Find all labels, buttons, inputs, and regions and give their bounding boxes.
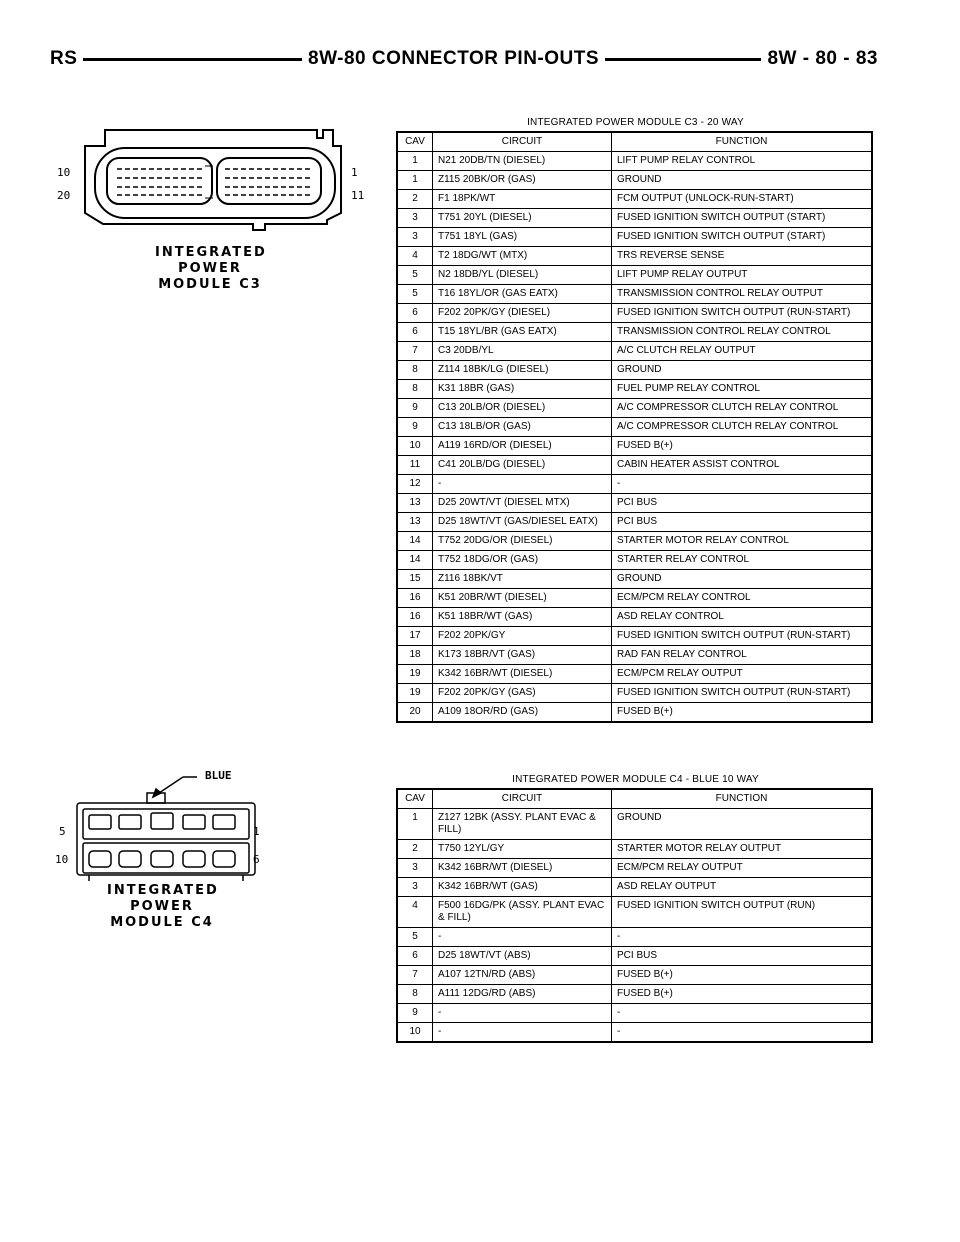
- circuit-cell: -: [433, 475, 612, 494]
- cav-cell: 6: [397, 304, 433, 323]
- table-row: [397, 513, 872, 532]
- cav-cell: 10: [397, 1023, 433, 1043]
- table-row: [397, 418, 872, 437]
- function-cell: TRS REVERSE SENSE: [612, 247, 873, 266]
- table-row: [397, 570, 872, 589]
- function-cell: FUSED IGNITION SWITCH OUTPUT (START): [612, 209, 873, 228]
- circuit-cell: -: [433, 928, 612, 947]
- function-cell: FCM OUTPUT (UNLOCK-RUN-START): [612, 190, 873, 209]
- circuit-cell: F1 18PK/WT: [433, 190, 612, 209]
- cav-cell: 14: [397, 551, 433, 570]
- c4-pin-label-1: 1: [253, 825, 260, 838]
- circuit-cell: A111 12DG/RD (ABS): [433, 985, 612, 1004]
- cav-cell: 16: [397, 589, 433, 608]
- function-cell: GROUND: [612, 570, 873, 589]
- cav-cell: 3: [397, 209, 433, 228]
- connector-c3-diagram: [55, 118, 365, 308]
- table-row: [397, 190, 872, 209]
- function-cell: A/C COMPRESSOR CLUTCH RELAY CONTROL: [612, 399, 873, 418]
- cav-cell: 3: [397, 859, 433, 878]
- function-cell: ASD RELAY CONTROL: [612, 608, 873, 627]
- circuit-cell: C13 20LB/OR (DIESEL): [433, 399, 612, 418]
- cav-cell: 13: [397, 494, 433, 513]
- circuit-cell: T752 20DG/OR (DIESEL): [433, 532, 612, 551]
- table-row: [397, 247, 872, 266]
- table-row: [397, 342, 872, 361]
- cav-cell: 6: [397, 323, 433, 342]
- table-row: [397, 171, 872, 190]
- circuit-cell: K31 18BR (GAS): [433, 380, 612, 399]
- function-cell: -: [612, 475, 873, 494]
- column-header-cav: CAV: [397, 789, 433, 809]
- table-row: [397, 947, 872, 966]
- circuit-cell: T752 18DG/OR (GAS): [433, 551, 612, 570]
- circuit-cell: K51 20BR/WT (DIESEL): [433, 589, 612, 608]
- table-row: [397, 285, 872, 304]
- table-row: [397, 608, 872, 627]
- cav-cell: 14: [397, 532, 433, 551]
- function-cell: GROUND: [612, 171, 873, 190]
- function-cell: FUSED B(+): [612, 437, 873, 456]
- table-row: [397, 551, 872, 570]
- c3-pinout-table: [396, 131, 873, 723]
- circuit-cell: K342 16BR/WT (DIESEL): [433, 665, 612, 684]
- cav-cell: 10: [397, 437, 433, 456]
- circuit-cell: D25 18WT/VT (GAS/DIESEL EATX): [433, 513, 612, 532]
- circuit-cell: T750 12YL/GY: [433, 840, 612, 859]
- function-cell: FUSED IGNITION SWITCH OUTPUT (RUN): [612, 897, 873, 928]
- circuit-cell: D25 20WT/VT (DIESEL MTX): [433, 494, 612, 513]
- c3-pin-label-20: 20: [57, 189, 71, 202]
- cav-cell: 1: [397, 809, 433, 840]
- function-cell: FUSED IGNITION SWITCH OUTPUT (RUN-START): [612, 304, 873, 323]
- function-cell: A/C CLUTCH RELAY OUTPUT: [612, 342, 873, 361]
- function-cell: -: [612, 1004, 873, 1023]
- cav-cell: 9: [397, 418, 433, 437]
- circuit-cell: Z115 20BK/OR (GAS): [433, 171, 612, 190]
- circuit-cell: N21 20DB/TN (DIESEL): [433, 152, 612, 171]
- cav-cell: 3: [397, 228, 433, 247]
- c3-label-line: MODULE C3: [158, 277, 262, 292]
- circuit-cell: T16 18YL/OR (GAS EATX): [433, 285, 612, 304]
- c3-pin-label-10: 10: [57, 166, 71, 179]
- circuit-cell: C41 20LB/DG (DIESEL): [433, 456, 612, 475]
- table-row: [397, 985, 872, 1004]
- circuit-cell: K342 16BR/WT (DIESEL): [433, 859, 612, 878]
- cav-cell: 7: [397, 966, 433, 985]
- function-cell: TRANSMISSION CONTROL RELAY OUTPUT: [612, 285, 873, 304]
- function-cell: CABIN HEATER ASSIST CONTROL: [612, 456, 873, 475]
- function-cell: GROUND: [612, 361, 873, 380]
- cav-cell: 5: [397, 266, 433, 285]
- function-cell: FUSED B(+): [612, 985, 873, 1004]
- table-row: [397, 304, 872, 323]
- table-row: [397, 627, 872, 646]
- cav-cell: 1: [397, 152, 433, 171]
- circuit-cell: F500 16DG/PK (ASSY. PLANT EVAC & FILL): [433, 897, 612, 928]
- column-header-circuit: CIRCUIT: [433, 789, 612, 809]
- cav-cell: 6: [397, 947, 433, 966]
- cav-cell: 8: [397, 361, 433, 380]
- cav-cell: 15: [397, 570, 433, 589]
- c4-color-label: BLUE: [205, 769, 232, 782]
- c4-table-caption: INTEGRATED POWER MODULE C4 - BLUE 10 WAY: [512, 774, 759, 785]
- function-cell: STARTER MOTOR RELAY CONTROL: [612, 532, 873, 551]
- c4-pin-label-5: 5: [59, 825, 66, 838]
- circuit-cell: T15 18YL/BR (GAS EATX): [433, 323, 612, 342]
- header-section-code: RS: [44, 44, 83, 74]
- c3-pin-label-11: 11: [351, 189, 365, 202]
- circuit-cell: T2 18DG/WT (MTX): [433, 247, 612, 266]
- function-cell: STARTER MOTOR RELAY OUTPUT: [612, 840, 873, 859]
- circuit-cell: F202 20PK/GY (GAS): [433, 684, 612, 703]
- table-row: [397, 475, 872, 494]
- cav-cell: 19: [397, 665, 433, 684]
- table-row: [397, 532, 872, 551]
- cav-cell: 2: [397, 840, 433, 859]
- table-row: [397, 840, 872, 859]
- function-cell: TRANSMISSION CONTROL RELAY CONTROL: [612, 323, 873, 342]
- c4-pin-label-10: 10: [55, 853, 69, 866]
- cav-cell: 16: [397, 608, 433, 627]
- table-row: [397, 703, 872, 723]
- circuit-cell: K342 16BR/WT (GAS): [433, 878, 612, 897]
- table-row: [397, 494, 872, 513]
- c3-pin-label-1: 1: [351, 166, 358, 179]
- page-header: [50, 44, 878, 74]
- circuit-cell: A119 16RD/OR (DIESEL): [433, 437, 612, 456]
- connector-c3-label: [155, 245, 265, 293]
- cav-cell: 8: [397, 380, 433, 399]
- column-header-circuit: CIRCUIT: [433, 132, 612, 152]
- table-row: [397, 665, 872, 684]
- header-page-number: 8W - 80 - 83: [761, 44, 884, 74]
- cav-cell: 11: [397, 456, 433, 475]
- function-cell: FUSED IGNITION SWITCH OUTPUT (RUN-START): [612, 627, 873, 646]
- c3-label-line: INTEGRATED: [155, 245, 267, 260]
- circuit-cell: -: [433, 1023, 612, 1043]
- table-header-row: [397, 132, 872, 152]
- function-cell: ASD RELAY OUTPUT: [612, 878, 873, 897]
- circuit-cell: -: [433, 1004, 612, 1023]
- circuit-cell: F202 20PK/GY (DIESEL): [433, 304, 612, 323]
- circuit-cell: K173 18BR/VT (GAS): [433, 646, 612, 665]
- c3-table-caption: INTEGRATED POWER MODULE C3 - 20 WAY: [527, 117, 744, 128]
- circuit-cell: Z116 18BK/VT: [433, 570, 612, 589]
- function-cell: FUSED B(+): [612, 966, 873, 985]
- cav-cell: 9: [397, 1004, 433, 1023]
- table-row: [397, 809, 872, 840]
- table-row: [397, 684, 872, 703]
- table-row: [397, 380, 872, 399]
- function-cell: PCI BUS: [612, 513, 873, 532]
- circuit-cell: Z114 18BK/LG (DIESEL): [433, 361, 612, 380]
- connector-c4-diagram: [55, 765, 285, 945]
- circuit-cell: C3 20DB/YL: [433, 342, 612, 361]
- table-row: [397, 228, 872, 247]
- function-cell: -: [612, 1023, 873, 1043]
- table-row: [397, 589, 872, 608]
- function-cell: LIFT PUMP RELAY OUTPUT: [612, 266, 873, 285]
- c4-label-line: MODULE C4: [110, 915, 214, 930]
- cav-cell: 5: [397, 285, 433, 304]
- circuit-cell: A109 18OR/RD (GAS): [433, 703, 612, 723]
- column-header-function: FUNCTION: [612, 789, 873, 809]
- cav-cell: 12: [397, 475, 433, 494]
- function-cell: ECM/PCM RELAY OUTPUT: [612, 665, 873, 684]
- cav-cell: 9: [397, 399, 433, 418]
- function-cell: RAD FAN RELAY CONTROL: [612, 646, 873, 665]
- function-cell: STARTER RELAY CONTROL: [612, 551, 873, 570]
- connector-c4-drawing: [55, 765, 285, 885]
- function-cell: A/C COMPRESSOR CLUTCH RELAY CONTROL: [612, 418, 873, 437]
- table-row: [397, 437, 872, 456]
- table-row: [397, 966, 872, 985]
- function-cell: FUSED IGNITION SWITCH OUTPUT (RUN-START): [612, 684, 873, 703]
- connector-c4-label: [107, 883, 217, 931]
- c4-label-line: INTEGRATED: [107, 883, 219, 898]
- cav-cell: 13: [397, 513, 433, 532]
- circuit-cell: A107 12TN/RD (ABS): [433, 966, 612, 985]
- cav-cell: 4: [397, 247, 433, 266]
- cav-cell: 2: [397, 190, 433, 209]
- table-row: [397, 928, 872, 947]
- c4-pin-label-6: 6: [253, 853, 260, 866]
- circuit-cell: K51 18BR/WT (GAS): [433, 608, 612, 627]
- cav-cell: 7: [397, 342, 433, 361]
- circuit-cell: Z127 12BK (ASSY. PLANT EVAC & FILL): [433, 809, 612, 840]
- circuit-cell: F202 20PK/GY: [433, 627, 612, 646]
- header-title: 8W-80 CONNECTOR PIN-OUTS: [302, 44, 605, 74]
- table-row: [397, 878, 872, 897]
- table-row: [397, 323, 872, 342]
- table-row: [397, 399, 872, 418]
- table-header-row: [397, 789, 872, 809]
- cav-cell: 18: [397, 646, 433, 665]
- function-cell: ECM/PCM RELAY OUTPUT: [612, 859, 873, 878]
- cav-cell: 8: [397, 985, 433, 1004]
- function-cell: -: [612, 928, 873, 947]
- c3-label-line: POWER: [178, 261, 242, 276]
- function-cell: FUSED IGNITION SWITCH OUTPUT (START): [612, 228, 873, 247]
- circuit-cell: T751 20YL (DIESEL): [433, 209, 612, 228]
- cav-cell: 17: [397, 627, 433, 646]
- table-row: [397, 152, 872, 171]
- table-row: [397, 1004, 872, 1023]
- table-row: [397, 1023, 872, 1043]
- function-cell: FUSED B(+): [612, 703, 873, 723]
- function-cell: ECM/PCM RELAY CONTROL: [612, 589, 873, 608]
- function-cell: FUEL PUMP RELAY CONTROL: [612, 380, 873, 399]
- function-cell: PCI BUS: [612, 947, 873, 966]
- c4-label-line: POWER: [130, 899, 194, 914]
- table-row: [397, 859, 872, 878]
- column-header-function: FUNCTION: [612, 132, 873, 152]
- cav-cell: 19: [397, 684, 433, 703]
- circuit-cell: T751 18YL (GAS): [433, 228, 612, 247]
- connector-c3-drawing: [55, 118, 365, 248]
- cav-cell: 4: [397, 897, 433, 928]
- table-row: [397, 209, 872, 228]
- cav-cell: 1: [397, 171, 433, 190]
- circuit-cell: C13 18LB/OR (GAS): [433, 418, 612, 437]
- column-header-cav: CAV: [397, 132, 433, 152]
- function-cell: LIFT PUMP RELAY CONTROL: [612, 152, 873, 171]
- function-cell: GROUND: [612, 809, 873, 840]
- circuit-cell: D25 18WT/VT (ABS): [433, 947, 612, 966]
- cav-cell: 5: [397, 928, 433, 947]
- table-row: [397, 897, 872, 928]
- table-row: [397, 456, 872, 475]
- function-cell: PCI BUS: [612, 494, 873, 513]
- cav-cell: 20: [397, 703, 433, 723]
- cav-cell: 3: [397, 878, 433, 897]
- table-row: [397, 361, 872, 380]
- table-row: [397, 646, 872, 665]
- c4-pinout-table: [396, 788, 873, 1043]
- circuit-cell: N2 18DB/YL (DIESEL): [433, 266, 612, 285]
- table-row: [397, 266, 872, 285]
